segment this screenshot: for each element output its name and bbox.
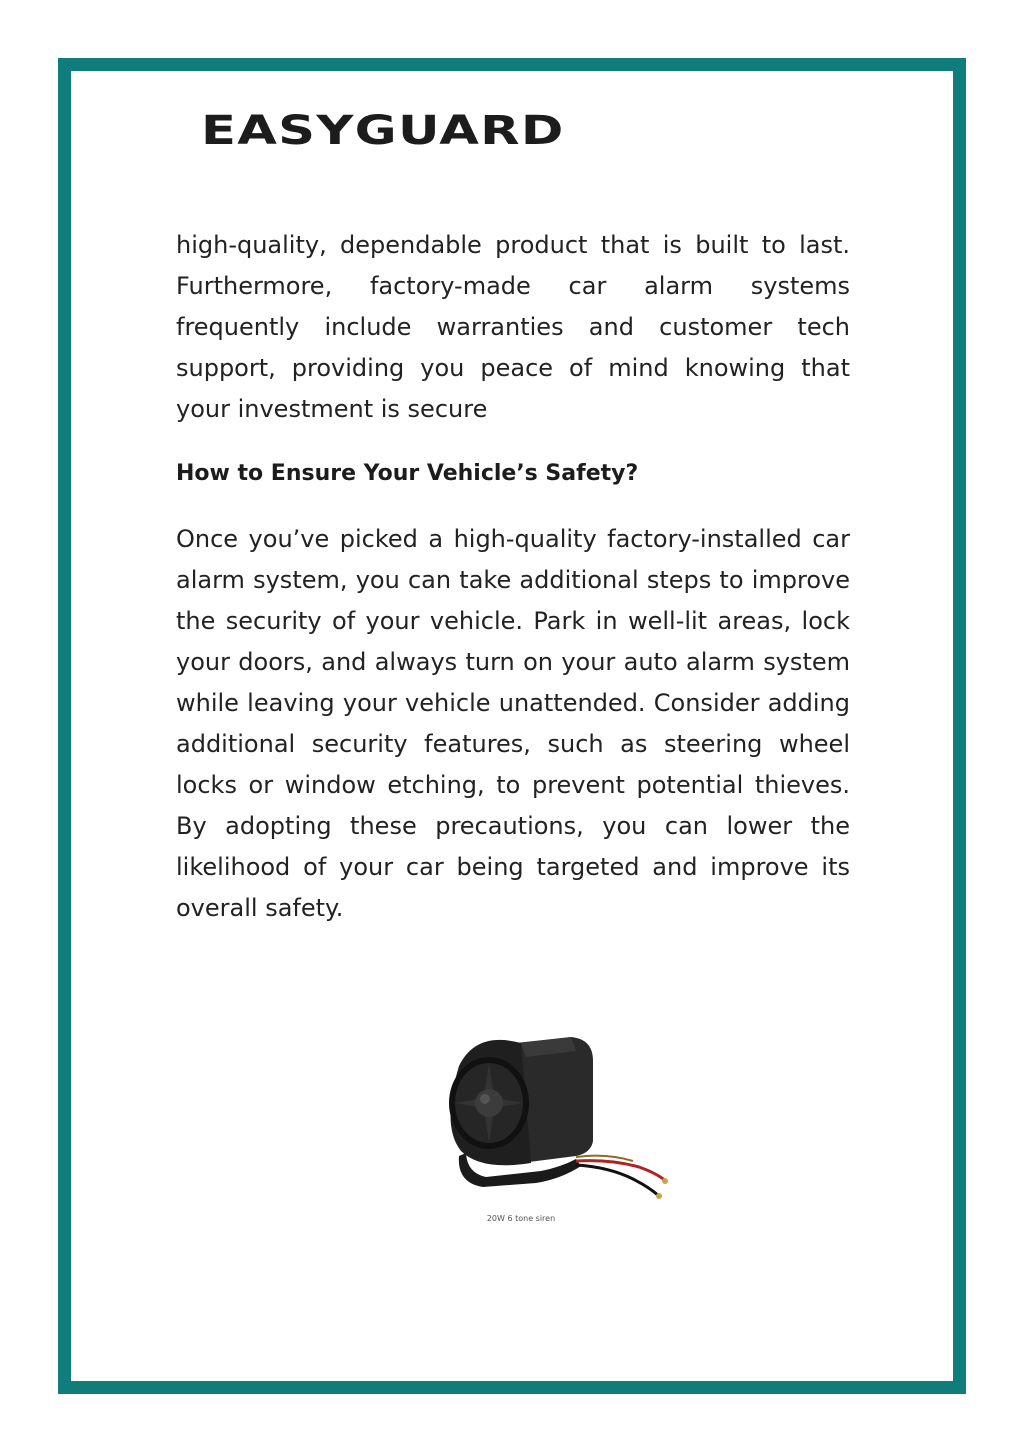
siren-image <box>371 991 671 1251</box>
easyguard-logo: EASYGUARD <box>201 108 565 154</box>
page-frame <box>58 58 966 1394</box>
image-caption: 20W 6 tone siren <box>486 1214 556 1223</box>
section-heading: How to Ensure Your Vehicle’s Safety? <box>176 461 639 486</box>
paragraph-intro: high-quality, dependable product that is built to last. Furthermore, factory-made car alarm systems frequently include warranties and customer tech support, providing you peace of mind knowing that your investment is secure <box>176 231 850 423</box>
car-siren-icon <box>371 991 671 1251</box>
paragraph-safety: Once you’ve picked a high-quality factory-installed car alarm system, you can take additional steps to improve the security of your vehicle. Park in well-lit areas, lock your doors, and always turn on your auto alarm system while leaving your vehicle unattended. Consider adding additional security features, such as steering wheel locks or window etching, to prevent potential thieves. By adopting these precautions, you can lower the likelihood of your car being targeted and improve its overall safety. <box>176 525 850 922</box>
